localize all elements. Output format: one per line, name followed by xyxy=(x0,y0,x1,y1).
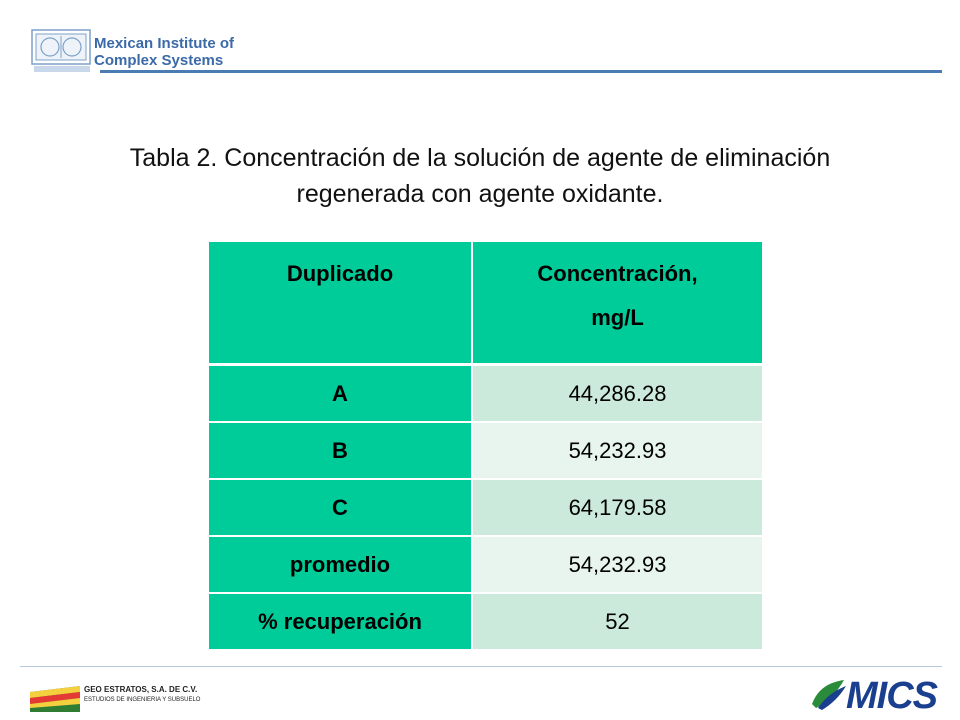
table-row xyxy=(209,479,762,536)
row-label: C xyxy=(209,479,472,536)
row-value: 44,286.28 xyxy=(472,365,762,423)
header-concentracion-line1: Concentración, xyxy=(537,261,698,286)
crest-icon xyxy=(32,30,90,72)
row-value: 54,232.93 xyxy=(472,536,762,593)
mics-header-logo xyxy=(28,24,238,76)
company-subtitle: ESTUDIOS DE INGENIERIA Y SUBSUELO xyxy=(84,697,201,703)
org-name-line1: Mexican Institute of xyxy=(94,35,235,52)
row-value: 52 xyxy=(472,593,762,650)
table-row xyxy=(209,422,762,479)
slide-title xyxy=(20,140,940,212)
header-duplicado: Duplicado xyxy=(209,242,472,365)
concentration-table xyxy=(209,242,762,651)
mics-logo-text: MICS xyxy=(846,675,937,717)
org-name-line2: Complex Systems xyxy=(94,52,224,69)
table-row xyxy=(209,365,762,423)
header-concentracion xyxy=(472,242,762,365)
table-row xyxy=(209,593,762,650)
row-value: 54,232.93 xyxy=(472,422,762,479)
row-label: B xyxy=(209,422,472,479)
row-label: % recuperación xyxy=(209,593,472,650)
company-name: GEO ESTRATOS, S.A. DE C.V. xyxy=(84,685,198,694)
title-line-1: Tabla 2. Concentración de la solución de agente de eliminación xyxy=(129,144,831,172)
table-row xyxy=(209,536,762,593)
row-label: promedio xyxy=(209,536,472,593)
row-value: 64,179.58 xyxy=(472,479,762,536)
table-header-row xyxy=(209,242,762,365)
geo-estratos-logo xyxy=(24,676,244,716)
footer-rule xyxy=(20,666,942,667)
geo-strata-icon xyxy=(30,686,80,712)
title-line-2: regenerada con agente oxidante. xyxy=(296,180,664,208)
header-rule xyxy=(100,70,942,73)
header-concentracion-line2: mg/L xyxy=(591,305,644,330)
row-label: A xyxy=(209,365,472,423)
leaf-icon xyxy=(812,680,846,710)
